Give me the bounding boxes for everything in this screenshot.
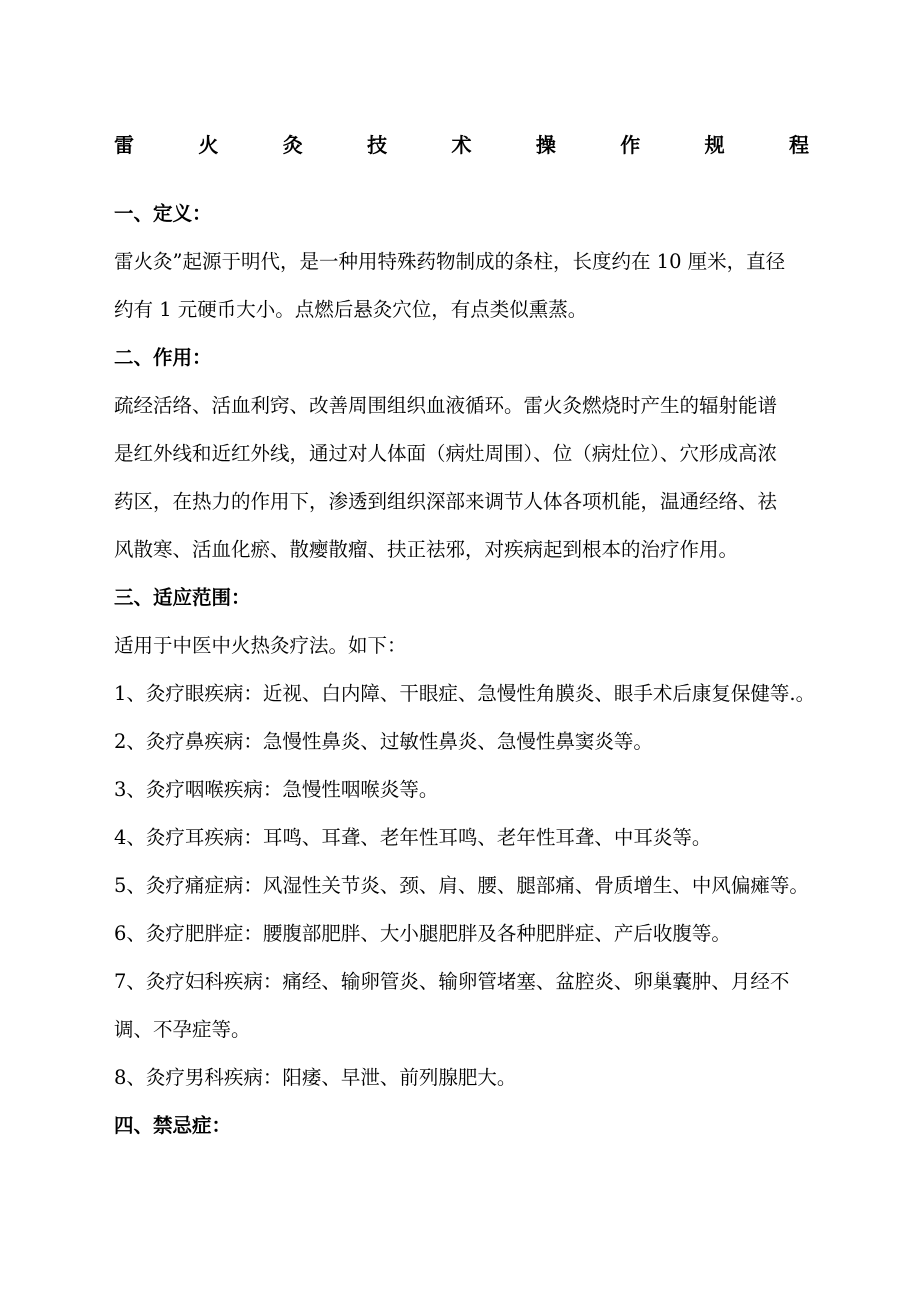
paragraph-line: 适用于中医中火热灸疗法。如下： — [114, 634, 407, 657]
title-char: 操 — [535, 133, 556, 157]
paragraph-line: 药区，在热力的作用下，渗透到组织深部来调节人体各项机能，温通经络、祛 — [114, 490, 778, 513]
section-heading-definition: 一、定义： — [114, 202, 212, 225]
title-char: 技 — [367, 133, 388, 157]
section-heading-contraindications: 四、禁忌症： — [114, 1114, 232, 1137]
title-char: 规 — [704, 133, 725, 157]
list-item: 7、灸疗妇科疾病：痛经、输卵管炎、输卵管堵塞、盆腔炎、卵巢囊肿、月经不 — [114, 970, 790, 993]
title-char: 作 — [620, 133, 641, 157]
paragraph-line: 风散寒、活血化瘀、散瘿散瘤、扶正祛邪，对疾病起到根本的治疗作用。 — [114, 538, 739, 561]
list-item: 6、灸疗肥胖症：腰腹部肥胖、大小腿肥胖及各种肥胖症、产后收腹等。 — [114, 922, 731, 945]
title-char: 灸 — [282, 133, 303, 157]
list-item: 3、灸疗咽喉疾病：急慢性咽喉炎等。 — [114, 778, 439, 801]
list-item: 5、灸疗痛症病：风湿性关节炎、颈、肩、腰、腿部痛、骨质增生、中风偏瘫等。 — [114, 874, 809, 897]
section-heading-function: 二、作用： — [114, 346, 212, 369]
title-char: 程 — [789, 133, 809, 157]
title-char: 雷 — [114, 133, 134, 157]
section-heading-scope: 三、适应范围： — [114, 586, 251, 609]
paragraph-line: 约有 1 元硬币大小。点燃后悬灸穴位，有点类似熏蒸。 — [114, 298, 588, 321]
list-item: 8、灸疗男科疾病：阳痿、早泄、前列腺肥大。 — [114, 1066, 517, 1089]
list-item: 1、灸疗眼疾病：近视、白内障、干眼症、急慢性角膜炎、眼手术后康复保健等.。 — [114, 682, 816, 705]
title-char: 术 — [451, 133, 472, 157]
list-item: 2、灸疗鼻疾病：急慢性鼻炎、过敏性鼻炎、急慢性鼻窦炎等。 — [114, 730, 653, 753]
title-char: 火 — [198, 133, 219, 157]
list-item: 4、灸疗耳疾病：耳鸣、耳聋、老年性耳鸣、老年性耳聋、中耳炎等。 — [114, 826, 712, 849]
document-title — [114, 130, 809, 160]
list-item-continuation: 调、不孕症等。 — [114, 1018, 251, 1041]
paragraph-line: 雷火灸”起源于明代，是一种用特殊药物制成的条柱，长度约在 10 厘米，直径 — [114, 250, 786, 273]
paragraph-line: 是红外线和近红外线，通过对人体面（病灶周围）、位（病灶位）、穴形成高浓 — [114, 442, 778, 465]
paragraph-line: 疏经活络、活血利窍、改善周围组织血液循环。雷火灸燃烧时产生的辐射能谱 — [114, 394, 778, 417]
document-body — [114, 190, 819, 1150]
